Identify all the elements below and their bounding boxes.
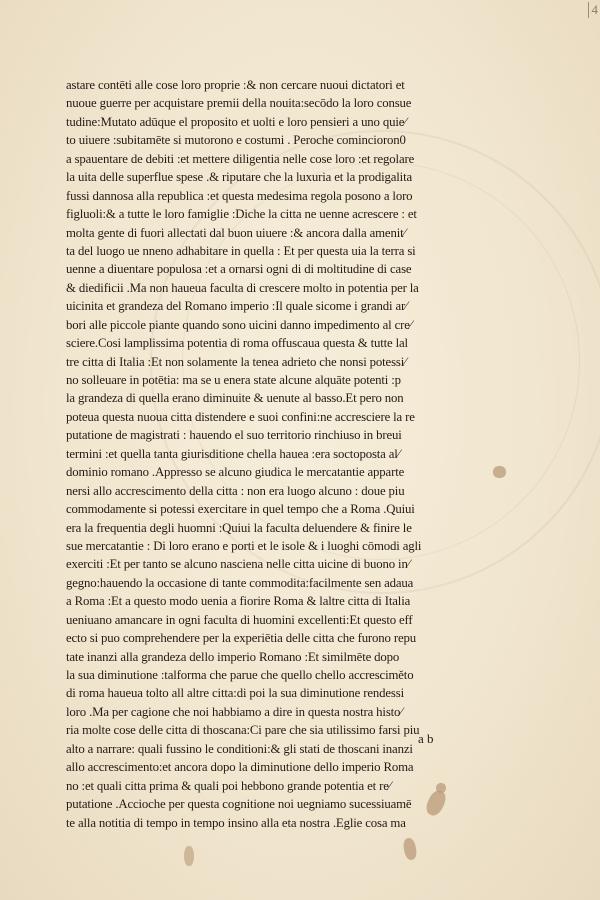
text-line: sciere.Cosi lamplissima potentia di roma offuscaua questa & tutte lal <box>66 336 408 351</box>
paper-stain <box>493 466 506 478</box>
text-line: to uiuere :subitamēte si mutorono e costumi . Peroche comincioron0 <box>66 133 406 148</box>
text-line: la grandeza di quella erano diminuite & uenute al basso.Et pero non <box>66 391 404 406</box>
text-line: putatione de magistrati : hauendo el suo territorio rinchiuso in breui <box>66 428 402 443</box>
paper-stain <box>402 837 418 861</box>
text-line: uicinita et grandeza del Romano imperio :Il quale sicome i grandi ar⁄ <box>66 299 408 314</box>
text-line: nersi allo accrescimento della citta : non era luogo alcuno : doue piu <box>66 483 405 498</box>
text-line: putatione .Accioche per questa cognitione noi uegniamo sucessiuamē <box>66 797 412 812</box>
text-line: tre citta di Italia :Et non solamente la tenea adrieto che nonsi potessi⁄ <box>66 354 407 369</box>
text-line: alto a narrare: quali fussino le conditioni:& gli stati de thoscani inanzi <box>66 741 413 756</box>
text-line: ta del luogo ue nneno adhabitare in quella : Et per questa uia la terra si <box>66 243 416 258</box>
text-line: astare contēti alle cose loro proprie :& non cercare nuoui dictatori et <box>66 78 405 92</box>
text-line: termini :et quella tanta giurisditione chella hauea :era soctoposta al⁄ <box>66 446 400 461</box>
text-line: la uita delle superflue spese .& riputare che la luxuria et la prodigalita <box>66 170 413 185</box>
text-line: tudine:Mutato adūque el proposito et uolti e loro pensieri a uno quie⁄ <box>66 114 407 129</box>
text-line: no solleuare in potētia: ma se u enera state alcune alquāte potenti :p <box>66 373 401 387</box>
text-line: molta gente di fuori allectati dal buon uiuere :& ancora dalla amenit⁄ <box>66 225 406 240</box>
text-line: te alla notitia di tempo in tempo insino alla eta nostra .Eglie cosa ma <box>66 815 406 830</box>
text-line: poteua questa nuoua citta distendere e suoi confini:ne accresciere la re <box>66 409 415 424</box>
text-line: fussi dannosa alla republica :et questa medesima regola posono a loro <box>66 188 413 203</box>
text-line: a Roma :Et a questo modo uenia a fiorire Roma & laltre citta di Italia <box>66 594 411 609</box>
paper-stain <box>184 846 194 866</box>
text-line: era la frequentia degli huomni :Quiui la faculta deluendere & finire le <box>66 520 412 535</box>
text-line: sue mercatantie : Di loro erano e porti et le isole & i luoghi cōmodi agli <box>66 538 422 553</box>
text-line: ecto si puo comprehendere per la experiētia delle citta che furono repu <box>66 631 416 646</box>
text-line: bori alle piccole piante quando sono uicini danno impedimento al cre⁄ <box>66 317 412 332</box>
text-line: figluoli:& a tutte le loro famiglie :Diche la citta ne uenne acrescere : et <box>66 207 417 222</box>
text-line: & diedificii .Ma non haueua faculta di crescere molto in potentia per la <box>66 280 419 295</box>
text-line: la sua diminutione :talforma che parue che quello chello accresciměto <box>66 668 414 682</box>
text-block <box>66 76 452 832</box>
text-line: allo accrescimento:et ancora dopo la diminutione dello imperio Roma <box>66 760 414 775</box>
text-line: ria molte cose delle citta di thoscana:Ci pare che sia utilissimo farsi piu <box>66 723 420 738</box>
text-line: a spauentare de debiti :et mettere diligentia nelle cose loro :et regolare <box>66 151 415 166</box>
text-line: gegno:hauendo la occasione di tante commodita:facilmente sen adaua <box>66 575 414 590</box>
text-line: di roma haueua tolto all altre citta:di poi la sua diminutione rendessi <box>66 686 404 701</box>
text-line: uenne a diuentare populosa :et a ornarsi ogni di di moltitudine di case <box>66 262 412 277</box>
page-number: 4 <box>588 2 599 18</box>
text-line: commodamente si potessi exercitare in quel tempo che a Roma .Quiui <box>66 502 415 517</box>
paper-stain <box>436 783 446 793</box>
text-line: no :et quali citta prima & quali poi hebbono grande potentia et re⁄ <box>66 778 391 793</box>
signature-mark: a b <box>418 731 434 746</box>
text-line: tate inanzi alla grandeza dello imperio Romano :Et similmēte dopo <box>66 649 400 664</box>
text-line: dominio romano .Appresso se alcuno giudica le mercatantie apparte <box>66 465 405 480</box>
text-line: loro .Ma per cagione che noi habbiamo a dire in questa nostra histo⁄ <box>66 704 403 719</box>
text-line: exerciti :Et per tanto se alcuno nasciena nelle citta uicine di buono in⁄ <box>66 557 410 572</box>
text-line: ueniuano amancare in ogni faculta di huomini excellenti:Et questo eff <box>66 612 413 627</box>
text-line: nuoue guerre per acquistare premii della nouita:secōdo la loro consue <box>66 96 412 111</box>
